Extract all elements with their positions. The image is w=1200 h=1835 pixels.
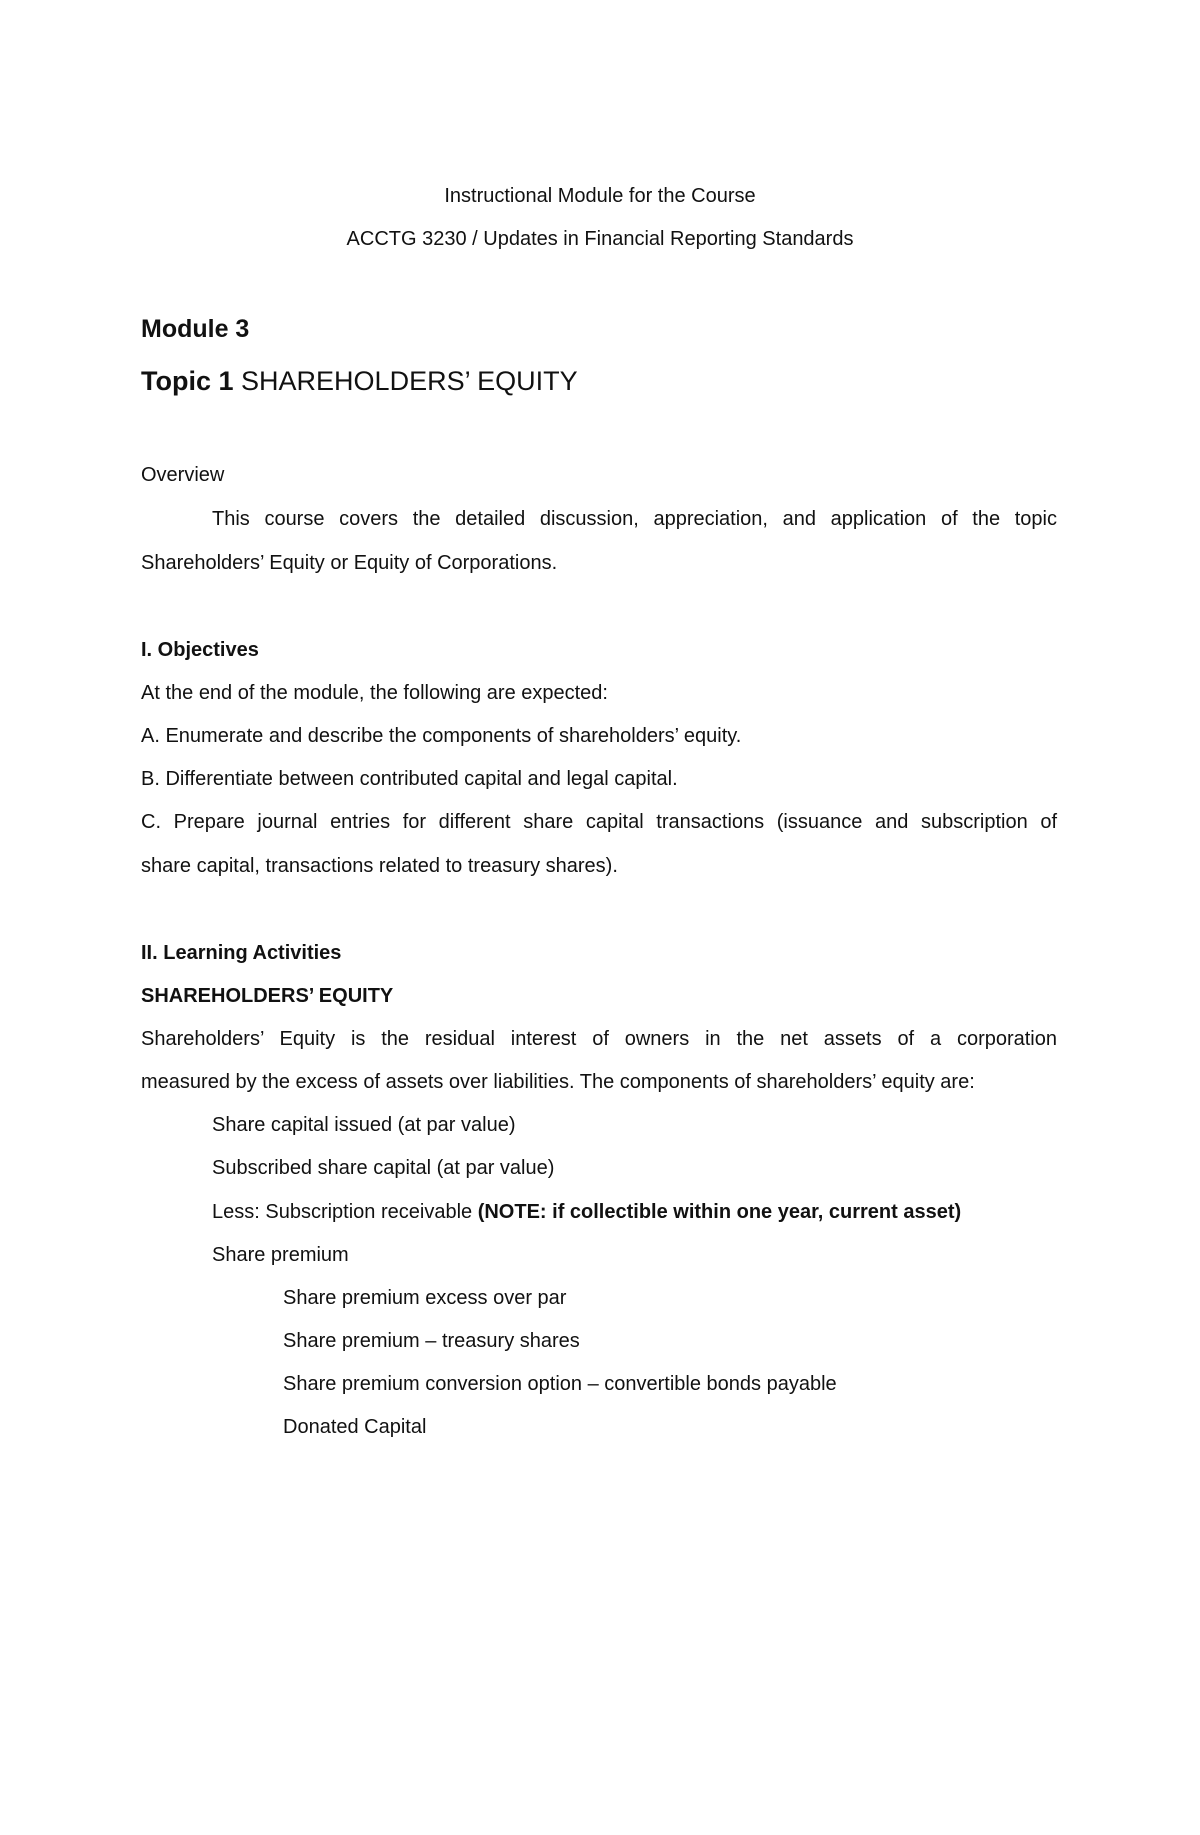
- donated-capital: Donated Capital: [283, 1416, 427, 1438]
- overview-heading: Overview: [141, 464, 225, 486]
- component-subscription-receivable: [212, 1200, 961, 1224]
- topic-prefix: Topic 1: [141, 366, 234, 396]
- shareholders-equity-subheading: SHAREHOLDERS’ EQUITY: [141, 985, 394, 1007]
- share-premium-conversion-option: Share premium conversion option – convertible bonds payable: [283, 1373, 837, 1395]
- objectives-intro: At the end of the module, the following are expected:: [141, 682, 608, 704]
- component-subscribed-share-capital: Subscribed share capital (at par value): [212, 1157, 555, 1179]
- share-premium-excess-over-par: Share premium excess over par: [283, 1287, 567, 1309]
- module-title: Module 3: [141, 315, 250, 343]
- subscription-receivable-note: (NOTE: if collectible within one year, current asset): [477, 1201, 962, 1223]
- objective-a: A. Enumerate and describe the components of shareholders’ equity.: [141, 725, 742, 747]
- objectives-heading: I. Objectives: [141, 639, 259, 661]
- objective-b: B. Differentiate between contributed capital and legal capital.: [141, 768, 678, 790]
- topic-title: [141, 365, 578, 397]
- objective-c-line-1: C. Prepare journal entries for different share capital transactions (issuance and subscription of: [141, 811, 1057, 833]
- topic-name: SHAREHOLDERS’ EQUITY: [241, 366, 578, 396]
- definition-paragraph-line-1: Shareholders’ Equity is the residual interest of owners in the net assets of a corporation: [141, 1028, 1057, 1050]
- objective-c-line-2: share capital, transactions related to treasury shares).: [141, 855, 618, 877]
- definition-paragraph-line-2: measured by the excess of assets over liabilities. The components of shareholders’ equity are:: [141, 1071, 975, 1093]
- component-share-capital-issued: Share capital issued (at par value): [212, 1114, 516, 1136]
- learning-activities-heading: II. Learning Activities: [141, 942, 342, 964]
- course-code-line: ACCTG 3230 / Updates in Financial Reporting Standards: [346, 228, 854, 250]
- course-title-line: Instructional Module for the Course: [444, 185, 756, 207]
- component-share-premium: Share premium: [212, 1244, 349, 1266]
- overview-paragraph-line-1: This course covers the detailed discussion, appreciation, and application of the topic: [212, 508, 1057, 530]
- overview-paragraph-line-2: Shareholders’ Equity or Equity of Corporations.: [141, 552, 558, 574]
- subscription-receivable-label: Less: Subscription receivable: [212, 1201, 478, 1223]
- share-premium-treasury-shares: Share premium – treasury shares: [283, 1330, 580, 1352]
